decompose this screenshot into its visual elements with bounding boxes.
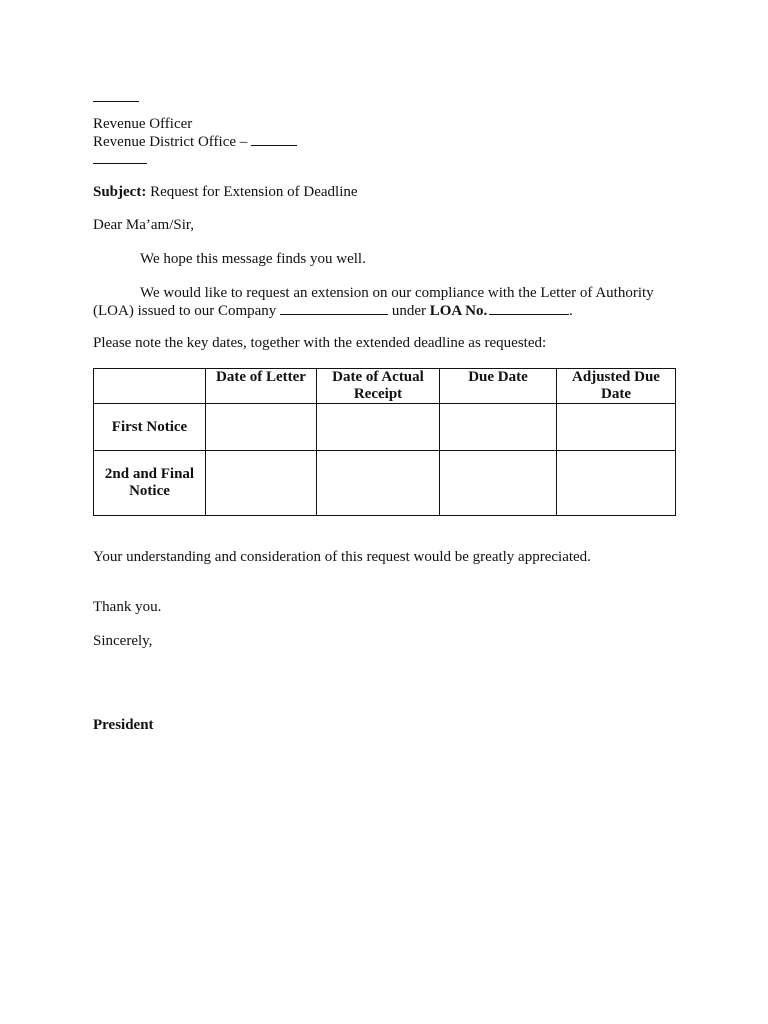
table-cell [317,404,440,451]
row-label-first-notice: First Notice [94,404,206,451]
signoff: Sincerely, [93,633,153,649]
loa-number-blank [489,302,569,315]
subject-line [93,184,358,201]
table-header-row [94,369,676,404]
company-blank [280,302,388,315]
table-row [94,404,676,451]
address-blank [93,163,147,164]
addressee-office [93,133,297,151]
table-header-cell: Adjusted Due Date [557,369,676,404]
addressee-title: Revenue Officer [93,116,193,132]
table-cell [557,451,676,516]
signatory-title: President [93,717,154,733]
request-text: We would like to request an extension on our compliance with the Letter of Authority (LOA) issued to our Company [93,285,654,319]
salutation: Dear Ma’am/Sir, [93,217,195,233]
table-cell [206,451,317,516]
paragraph-closing: Your understanding and consideration of this request would be greatly appreciated. [93,549,591,565]
office-number-blank [251,133,297,146]
key-dates-table [93,368,676,516]
table-cell [557,404,676,451]
row-label-final-notice: 2nd and Final Notice [94,451,206,516]
paragraph-key-dates: Please note the key dates, together with the extended deadline as requested: [93,335,547,351]
table-header-cell: Date of Letter [206,369,317,404]
table-header-cell [94,369,206,404]
office-prefix: Revenue District Office – [93,134,248,150]
table-cell [206,404,317,451]
paragraph-greeting: We hope this message finds you well. [140,251,366,267]
request-under: under [391,303,426,319]
table-header-cell: Date of Actual Receipt [317,369,440,404]
subject-label: Subject: [93,184,147,200]
table-cell [317,451,440,516]
date-blank [93,101,139,102]
subject-text: Request for Extension of Deadline [150,184,358,200]
thanks-line: Thank you. [93,599,162,615]
table-header-cell: Due Date [440,369,557,404]
table-cell [440,451,557,516]
request-end: . [568,303,573,319]
table-cell [440,404,557,451]
paragraph-request [93,285,675,320]
loa-label: LOA No. [429,303,488,319]
table-row [94,451,676,516]
